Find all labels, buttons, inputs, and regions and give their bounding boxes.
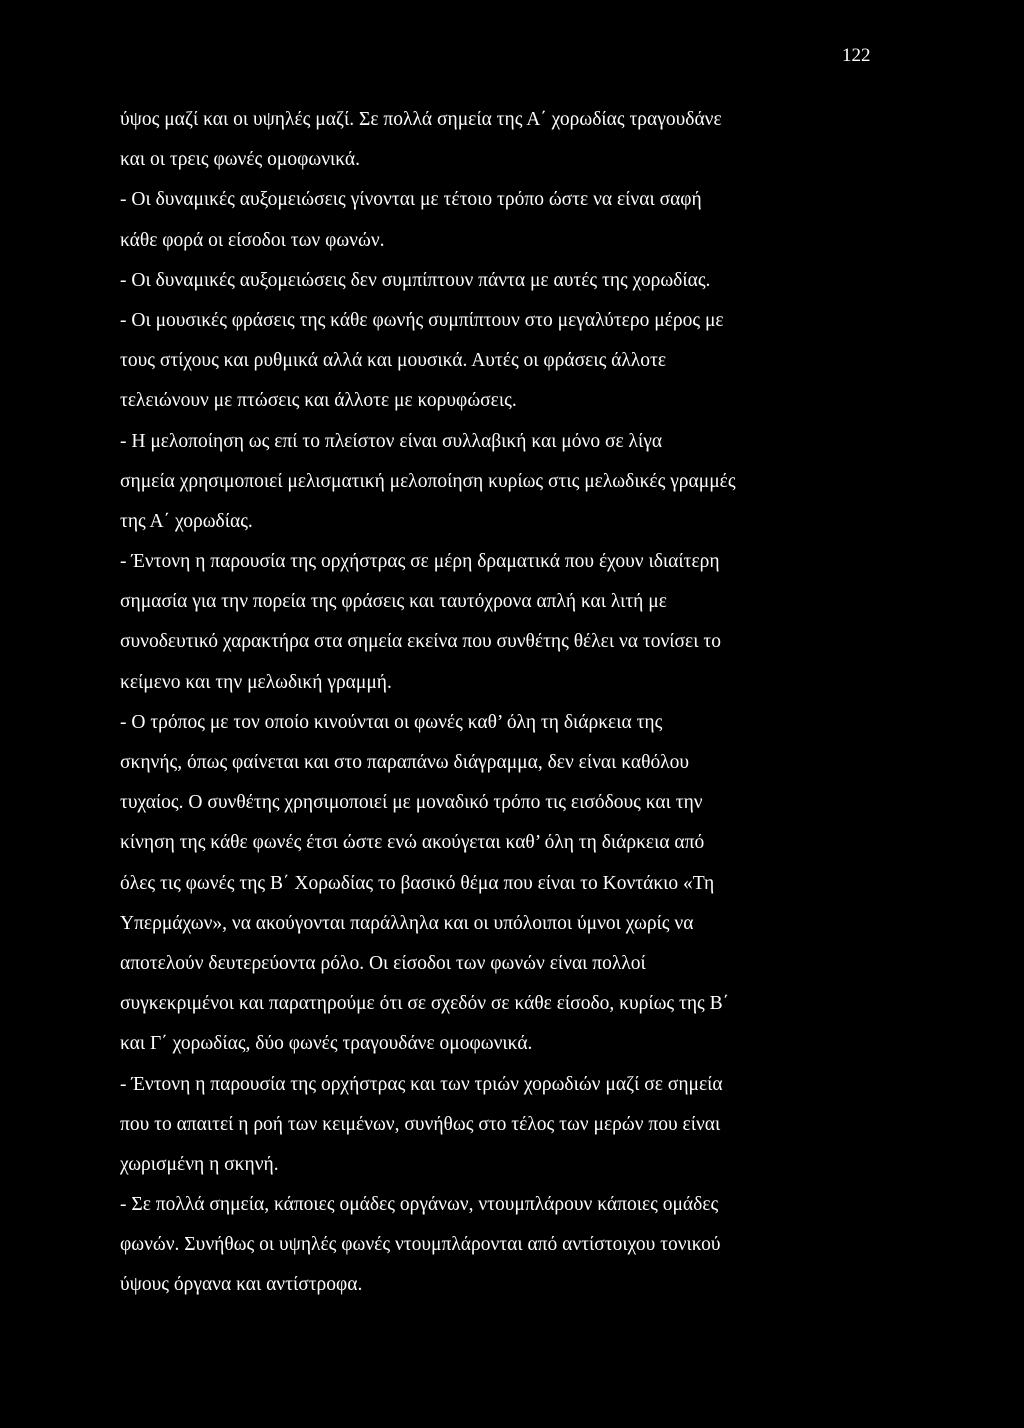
text-line: κάθε φορά οι είσοδοι των φωνών.	[120, 229, 385, 251]
text-line: - Έντονη η παρουσία της ορχήστρας σε μέρη δραματικά που έχουν ιδιαίτερη	[120, 551, 720, 573]
text-line: συνοδευτικό χαρακτήρα στα σημεία εκείνα που συνθέτης θέλει να τονίσει το	[120, 631, 721, 653]
text-line: όλες τις φωνές της Β΄ Χορωδίας το βασικό θέμα που είναι το Κοντάκιο «Τη	[120, 872, 715, 894]
text-line: σημεία χρησιμοποιεί μελισματική μελοποίηση κυρίως στις μελωδικές γραμμές	[120, 470, 736, 492]
text-line: φωνών. Συνήθως οι υψηλές φωνές ντουμπλάρονται από αντίστοιχου τονικού	[120, 1234, 721, 1256]
text-line: και Γ΄ χορωδίας, δύο φωνές τραγουδάνε ομοφωνικά.	[120, 1033, 533, 1055]
text-line: κείμενο και την μελωδική γραμμή.	[120, 671, 392, 693]
text-line: - Οι δυναμικές αυξομειώσεις γίνονται με τέτοιο τρόπο ώστε να είναι σαφή	[120, 189, 702, 211]
text-line: συγκεκριμένοι και παρατηρούμε ότι σε σχεδόν σε κάθε είσοδο, κυρίως της Β΄	[120, 993, 730, 1015]
text-line: - Σε πολλά σημεία, κάποιες ομάδες οργάνων, ντουμπλάρουν κάποιες ομάδες	[120, 1194, 719, 1216]
text-line: σκηνής, όπως φαίνεται και στο παραπάνω διάγραμμα, δεν είναι καθόλου	[120, 752, 690, 773]
text-line: που το απαιτεί η ροή των κειμένων, συνήθως στο τέλος των μερών που είναι	[120, 1113, 721, 1135]
text-line: - Ο τρόπος με τον οποίο κινούνται οι φωνές καθ’ όλη τη διάρκεια της	[120, 711, 663, 733]
text-line: αποτελούν δευτερεύοντα ρόλο. Οι είσοδοι των φωνών είναι πολλοί	[120, 952, 646, 974]
text-line: τους στίχους και ρυθμικά αλλά και μουσικά. Αυτές οι φράσεις άλλοτε	[120, 350, 667, 372]
text-line: κίνηση της κάθε φωνές έτσι ώστε ενώ ακούγεται καθ’ όλη τη διάρκεια από	[120, 832, 705, 854]
page-number: 122	[842, 45, 871, 66]
text-line: ύψος μαζί και οι υψηλές μαζί. Σε πολλά σημεία της Α΄ χορωδίας τραγουδάνε	[120, 109, 722, 130]
text-line: - Η μελοποίηση ως επί το πλείστον είναι συλλαβική και μόνο σε λίγα	[120, 430, 663, 452]
text-line: της Α΄ χορωδίας.	[120, 510, 253, 532]
text-line: και οι τρεις φωνές ομοφωνικά.	[120, 149, 361, 171]
text-line: ύψους όργανα και αντίστροφα.	[120, 1274, 363, 1296]
text-line: - Οι μουσικές φράσεις της κάθε φωνής συμπίπτουν στο μεγαλύτερο μέρος με	[120, 309, 724, 331]
body-text	[120, 104, 880, 1310]
text-line: Υπερμάχων», να ακούγονται παράλληλα και οι υπόλοιποι ύμνοι χωρίς να	[120, 912, 694, 934]
text-line: τυχαίος. Ο συνθέτης χρησιμοποιεί με μοναδικό τρόπο τις εισόδους και την	[120, 792, 703, 814]
text-line: - Οι δυναμικές αυξομειώσεις δεν συμπίπτουν πάντα με αυτές της χορωδίας.	[120, 269, 711, 291]
text-line: - Έντονη η παρουσία της ορχήστρας και των τριών χορωδιών μαζί σε σημεία	[120, 1073, 723, 1095]
text-line: τελειώνουν με πτώσεις και άλλοτε με κορυφώσεις.	[120, 390, 517, 412]
text-line: σημασία για την πορεία της φράσεις και ταυτόχρονα απλή και λιτή με	[120, 591, 667, 613]
text-line: χωρισμένη η σκηνή.	[120, 1153, 279, 1175]
